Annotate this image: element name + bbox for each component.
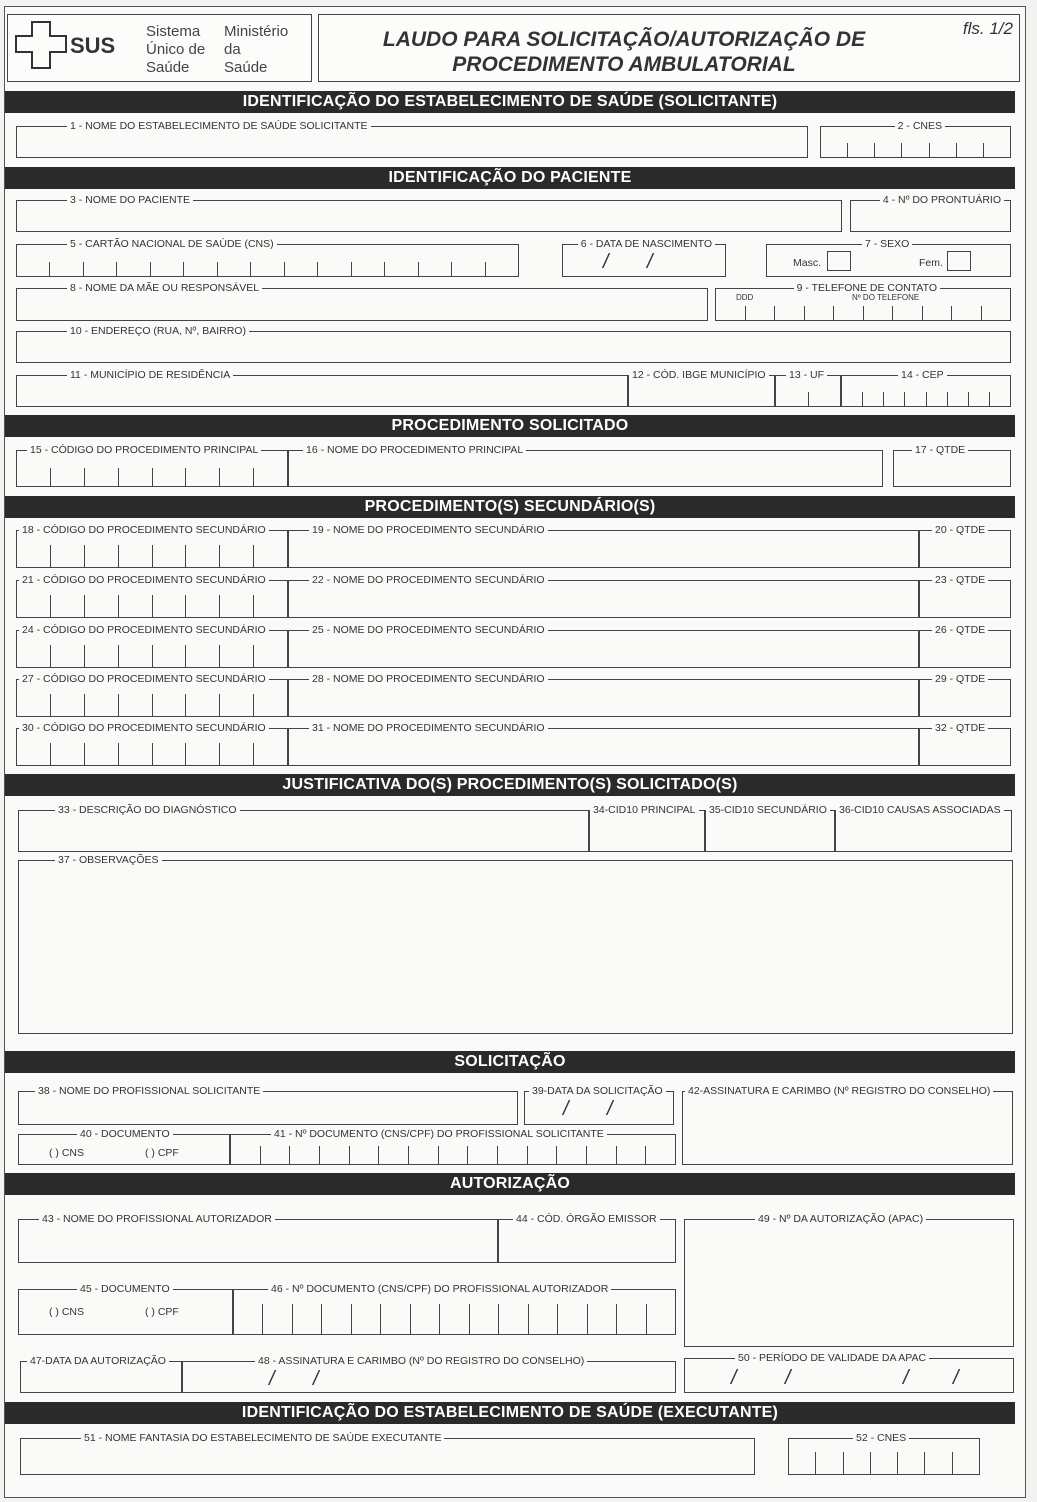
field-estabelecimento-executante[interactable] xyxy=(20,1432,755,1475)
field-codigo-secundario[interactable] xyxy=(16,574,288,618)
field-observacoes[interactable] xyxy=(18,854,1013,1034)
label-f8: 8 - NOME DA MÃE OU RESPONSÁVEL xyxy=(67,281,262,295)
label-nome-secundario: 25 - NOME DO PROCEDIMENTO SECUNDÁRIO xyxy=(309,623,548,637)
label-f33: 33 - DESCRIÇÃO DO DIAGNÓSTICO xyxy=(55,803,240,817)
label-nome-secundario: 22 - NOME DO PROCEDIMENTO SECUNDÁRIO xyxy=(309,573,548,587)
label-f49: 49 - Nº DA AUTORIZAÇÃO (APAC) xyxy=(755,1212,926,1226)
field-cid-secundario[interactable] xyxy=(705,804,835,852)
label-f41: 41 - Nº DOCUMENTO (CNS/CPF) DO PROFISSIONAL SOLICITANTE xyxy=(271,1127,607,1141)
field-cid-principal[interactable] xyxy=(589,804,705,852)
label-qtde-secundario: 32 - QTDE xyxy=(932,721,988,735)
label-f4: 4 - Nº DO PRONTUÁRIO xyxy=(880,193,1004,207)
label-f3: 3 - NOME DO PACIENTE xyxy=(67,193,193,207)
label-qtde-secundario: 20 - QTDE xyxy=(932,523,988,537)
field-num-autorizacao[interactable] xyxy=(684,1213,1014,1347)
field-cep[interactable] xyxy=(841,369,1011,407)
field-codigo-secundario[interactable] xyxy=(16,524,288,568)
field-documento-solicitante xyxy=(18,1128,230,1165)
ministerio-line-2: da xyxy=(224,41,241,58)
field-profissional-solicitante[interactable] xyxy=(18,1085,518,1125)
label-f7: 7 - SEXO xyxy=(862,237,912,251)
sistema-line-3: Saúde xyxy=(146,59,190,76)
sistema-line-1: Sistema xyxy=(146,23,201,40)
field-codigo-secundario[interactable] xyxy=(16,624,288,668)
label-f17: 17 - QTDE xyxy=(912,443,968,457)
field-qtde-secundario[interactable] xyxy=(919,624,1011,668)
field-codigo-secundario[interactable] xyxy=(16,722,288,766)
field-municipio[interactable] xyxy=(16,369,628,407)
field-qtde-secundario[interactable] xyxy=(919,673,1011,717)
label-qtde-secundario: 29 - QTDE xyxy=(932,672,988,686)
label-f11: 11 - MUNICÍPIO DE RESIDÊNCIA xyxy=(67,368,233,382)
label-f10: 10 - ENDEREÇO (RUA, Nº, BAIRRO) xyxy=(67,324,249,338)
field-validade-apac[interactable]: 50 - PERÍODO DE VALIDADE DA APAC / / / / xyxy=(684,1358,1014,1393)
field-qtde-principal[interactable] xyxy=(893,444,1011,487)
label-f52: 52 - CNES xyxy=(853,1431,909,1445)
page-number: fls. 1/2 xyxy=(962,19,1013,38)
field-ibge[interactable] xyxy=(628,369,775,407)
field-profissional-autorizador[interactable] xyxy=(18,1213,498,1263)
field-telefone[interactable] xyxy=(715,282,1011,321)
label-nome-secundario: 19 - NOME DO PROCEDIMENTO SECUNDÁRIO xyxy=(309,523,548,537)
checkbox-fem[interactable] xyxy=(947,251,971,271)
field-nome-secundario[interactable] xyxy=(288,624,919,668)
label-f14: 14 - CEP xyxy=(898,368,947,382)
sus-logo-icon xyxy=(12,20,70,74)
field-diagnostico[interactable] xyxy=(18,804,589,852)
field-nome-secundario[interactable] xyxy=(288,574,919,618)
section-procedimento: PROCEDIMENTO SOLICITADO xyxy=(5,415,1015,437)
label-f37: 37 - OBSERVAÇÕES xyxy=(55,853,162,867)
field-num-doc-solicitante[interactable] xyxy=(230,1128,676,1165)
label-f48: 48 - ASSINATURA E CARIMBO (Nº DO REGISTRO DO CONSELHO) xyxy=(255,1354,587,1368)
field-nome-secundario[interactable] xyxy=(288,722,919,766)
label-nome-secundario: 31 - NOME DO PROCEDIMENTO SECUNDÁRIO xyxy=(309,721,548,735)
label-f44: 44 - CÓD. ÓRGÃO EMISSOR xyxy=(513,1212,660,1226)
label-f39: 39-DATA DA SOLICITAÇÃO xyxy=(529,1084,666,1098)
label-f38: 38 - NOME DO PROFISSIONAL SOLICITANTE xyxy=(35,1084,263,1098)
label-codigo-secundario: 30 - CÓDIGO DO PROCEDIMENTO SECUNDÁRIO xyxy=(19,721,269,735)
field-data-solicitacao[interactable]: 39-DATA DA SOLICITAÇÃO / / xyxy=(524,1091,674,1125)
label-f50: 50 - PERÍODO DE VALIDADE DA APAC xyxy=(735,1351,929,1365)
field-num-doc-autorizador[interactable] xyxy=(233,1283,676,1335)
label-f45: 45 - DOCUMENTO xyxy=(77,1282,173,1296)
label-num-telefone: Nº DO TELEFONE xyxy=(852,293,920,302)
field-estabelecimento-nome[interactable] xyxy=(16,120,808,158)
label-f36: 36-CID10 CAUSAS ASSOCIADAS xyxy=(836,803,1004,817)
field-qtde-secundario[interactable] xyxy=(919,722,1011,766)
sistema-line-2: Único de xyxy=(146,41,206,58)
field-endereco[interactable] xyxy=(16,325,1011,363)
section-solicitacao: SOLICITAÇÃO xyxy=(5,1051,1015,1073)
field-cnes-solicitante[interactable] xyxy=(820,120,1011,158)
option-cns[interactable]: ( ) CNS xyxy=(49,1147,84,1159)
title-box xyxy=(318,14,1020,82)
ministerio-line-1: Ministério xyxy=(224,23,289,40)
label-fem: Fem. xyxy=(919,257,943,269)
field-nome-paciente[interactable] xyxy=(16,194,842,232)
label-nome-secundario: 28 - NOME DO PROCEDIMENTO SECUNDÁRIO xyxy=(309,672,548,686)
field-data-autorizacao[interactable] xyxy=(20,1355,182,1393)
label-f9: 9 - TELEFONE DE CONTATO xyxy=(794,281,940,295)
label-f47: 47-DATA DA AUTORIZAÇÃO xyxy=(27,1354,169,1368)
field-documento-autorizador xyxy=(18,1283,233,1335)
field-qtde-secundario[interactable] xyxy=(919,524,1011,568)
field-data-nascimento[interactable]: 6 - DATA DE NASCIMENTO / / xyxy=(562,244,726,277)
logo-box xyxy=(7,14,312,82)
label-f16: 16 - NOME DO PROCEDIMENTO PRINCIPAL xyxy=(303,443,526,457)
label-f51: 51 - NOME FANTASIA DO ESTABELECIMENTO DE SAÚDE EXECUTANTE xyxy=(81,1431,444,1445)
page-title-line-2: PROCEDIMENTO AMBULATORIAL xyxy=(452,53,796,76)
label-f1: 1 - NOME DO ESTABELECIMENTO DE SAÚDE SOLICITANTE xyxy=(67,119,371,133)
field-assinatura-solicitante[interactable] xyxy=(682,1085,1013,1165)
section-secundarios: PROCEDIMENTO(S) SECUNDÁRIO(S) xyxy=(5,496,1015,518)
field-cns[interactable] xyxy=(16,238,519,277)
label-qtde-secundario: 26 - QTDE xyxy=(932,623,988,637)
section-autorizacao: AUTORIZAÇÃO xyxy=(5,1173,1015,1195)
label-f43: 43 - NOME DO PROFISSIONAL AUTORIZADOR xyxy=(39,1212,275,1226)
option-cpf-autorizador[interactable]: ( ) CPF xyxy=(145,1306,179,1318)
field-nome-principal[interactable] xyxy=(288,444,883,487)
field-assinatura-autorizador[interactable]: 48 - ASSINATURA E CARIMBO (Nº DO REGISTRO DO CONSELHO) / / xyxy=(182,1361,676,1393)
logo-text: SUS xyxy=(70,33,116,58)
label-f35: 35-CID10 SECUNDÁRIO xyxy=(706,803,830,817)
label-f5: 5 - CARTÃO NACIONAL DE SAÚDE (CNS) xyxy=(67,237,277,251)
field-nome-mae[interactable] xyxy=(16,282,708,321)
section-solicitante: IDENTIFICAÇÃO DO ESTABELECIMENTO DE SAÚDE (SOLICITANTE) xyxy=(5,91,1015,113)
label-f40: 40 - DOCUMENTO xyxy=(77,1127,173,1141)
section-executante: IDENTIFICAÇÃO DO ESTABELECIMENTO DE SAÚDE (EXECUTANTE) xyxy=(5,1402,1015,1424)
field-cnes-executante[interactable] xyxy=(788,1432,980,1475)
label-f13: 13 - UF xyxy=(786,368,827,382)
section-paciente: IDENTIFICAÇÃO DO PACIENTE xyxy=(5,167,1015,189)
label-codigo-secundario: 21 - CÓDIGO DO PROCEDIMENTO SECUNDÁRIO xyxy=(19,573,269,587)
field-codigo-principal[interactable] xyxy=(16,444,288,487)
label-qtde-secundario: 23 - QTDE xyxy=(932,573,988,587)
field-cid-causas[interactable] xyxy=(835,804,1012,852)
section-justificativa: JUSTIFICATIVA DO(S) PROCEDIMENTO(S) SOLICITADO(S) xyxy=(5,774,1015,796)
option-cpf[interactable]: ( ) CPF xyxy=(145,1147,179,1159)
ministerio-line-3: Saúde xyxy=(224,59,268,76)
field-nome-secundario[interactable] xyxy=(288,673,919,717)
label-f15: 15 - CÓDIGO DO PROCEDIMENTO PRINCIPAL xyxy=(27,443,261,457)
page-title-line-1: LAUDO PARA SOLICITAÇÃO/AUTORIZAÇÃO DE xyxy=(382,28,866,51)
field-prontuario[interactable] xyxy=(850,194,1011,232)
label-f2: 2 - CNES xyxy=(895,119,945,133)
label-f42: 42-ASSINATURA E CARIMBO (Nº REGISTRO DO CONSELHO) xyxy=(685,1084,993,1098)
field-qtde-secundario[interactable] xyxy=(919,574,1011,618)
field-orgao-emissor[interactable] xyxy=(498,1213,676,1263)
field-codigo-secundario[interactable] xyxy=(16,673,288,717)
field-uf[interactable] xyxy=(775,369,841,407)
option-cns-autorizador[interactable]: ( ) CNS xyxy=(49,1306,84,1318)
label-f46: 46 - Nº DOCUMENTO (CNS/CPF) DO PROFISSIONAL AUTORIZADOR xyxy=(268,1282,611,1296)
checkbox-masc[interactable] xyxy=(827,251,851,271)
label-ddd: DDD xyxy=(736,293,754,302)
label-masc: Masc. xyxy=(793,257,822,269)
field-nome-secundario[interactable] xyxy=(288,524,919,568)
label-f12: 12 - CÓD. IBGE MUNICÍPIO xyxy=(629,368,769,382)
label-codigo-secundario: 27 - CÓDIGO DO PROCEDIMENTO SECUNDÁRIO xyxy=(19,672,269,686)
label-codigo-secundario: 18 - CÓDIGO DO PROCEDIMENTO SECUNDÁRIO xyxy=(19,523,269,537)
label-f34: 34-CID10 PRINCIPAL xyxy=(590,803,699,817)
field-sexo xyxy=(766,238,1011,277)
label-codigo-secundario: 24 - CÓDIGO DO PROCEDIMENTO SECUNDÁRIO xyxy=(19,623,269,637)
label-f6: 6 - DATA DE NASCIMENTO xyxy=(578,237,715,251)
